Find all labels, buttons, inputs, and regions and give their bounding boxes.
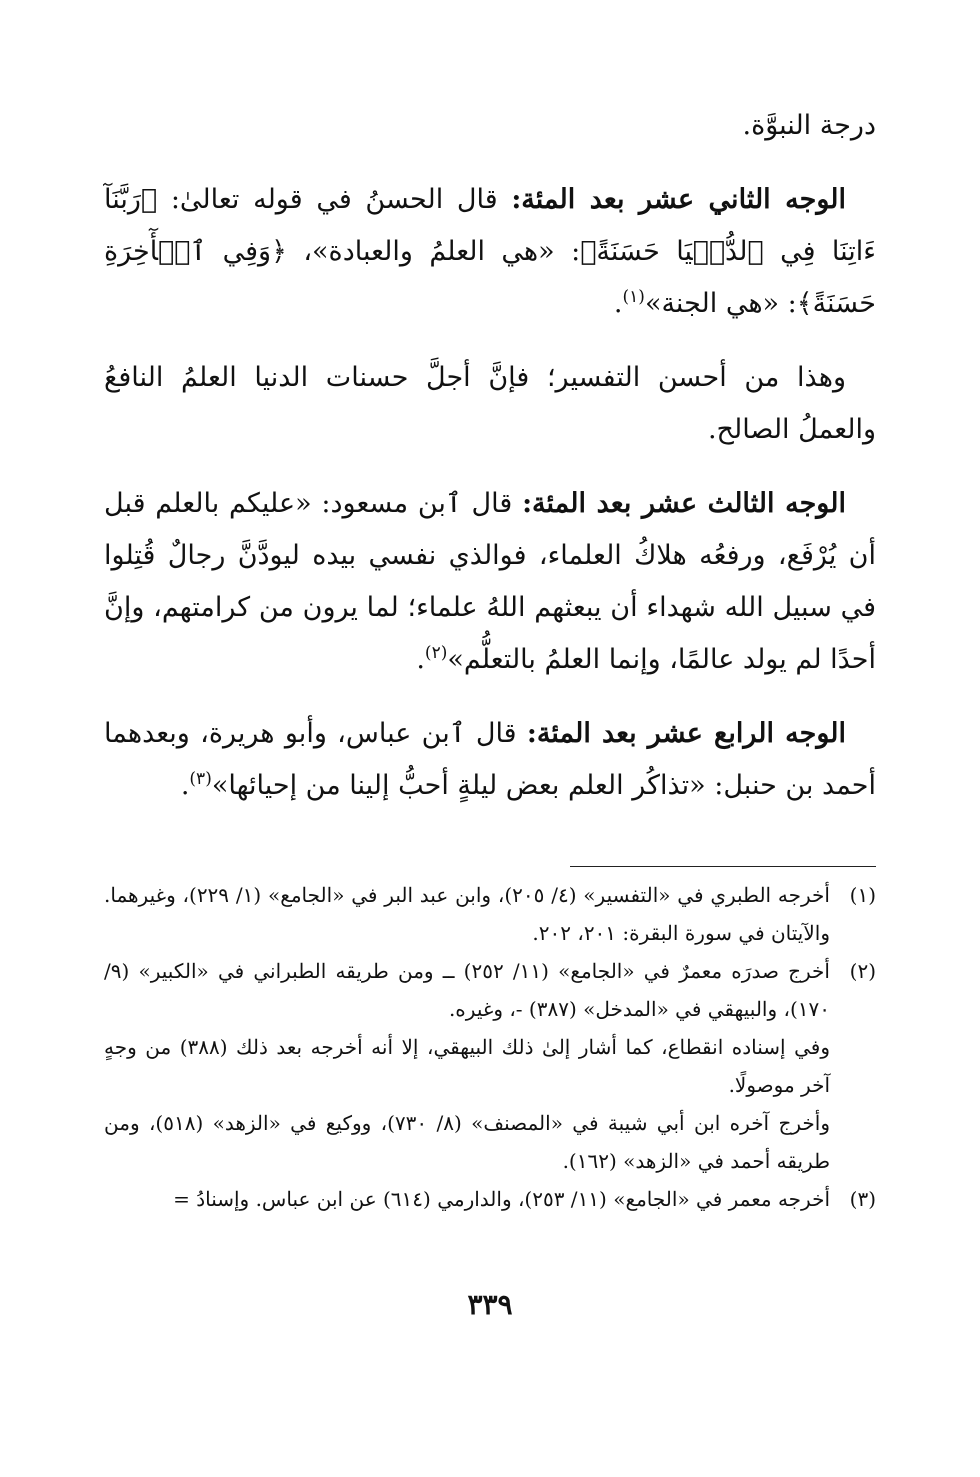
paragraph-aspect-112 [104,174,876,330]
punctuation: . [416,644,425,675]
footnote-number: (١) [849,883,876,907]
footnote-number: (٣) [849,1187,876,1211]
footnote-body [104,1180,830,1218]
footnotes [104,876,876,1218]
paragraph-text: وهذا من أحسن التفسير؛ فإنَّ أجلَّ حسنات الدنيا العلمُ النافعُ والعملُ الصالح. [104,362,876,445]
paragraph-text: : «هي العلمُ والعبادة»، [286,236,581,267]
aspect-heading: الوجه الرابع عشر بعد المئة: [526,718,847,749]
footnote-ref[interactable]: (٢) [424,643,448,663]
quran-verse: ﴿وَفِي ٱلۡأٓخِرَةِ حَسَنَةً﴾ [104,236,876,319]
footnote-divider [570,866,876,867]
footnote-ref[interactable]: (٣) [189,769,212,789]
paragraph-continuation [104,100,876,152]
paragraph-text: قال ٱبن عباس، وأبو هريرة، وبعدهما أحمد بن حنبل: «تذاكُر العلم بعض ليلةٍ أحبُّ إلينا من إحيائها» [104,718,876,801]
paragraph-text: درجة النبوَّة. [742,110,876,141]
aspect-heading: الوجه الثاني عشر بعد المئة: [511,184,847,215]
footnote-text: أخرج صدرَه معمرٌ في «الجامع» (١١/ ٢٥٢) ــ ومن طريقه الطبراني في «الكبير» (٩/ ١٧٠)، والبيهقي في «المدخل» (٣٨٧) -، وغيره. [104,959,830,1021]
punctuation: . [613,288,623,319]
footnote-item [104,1180,876,1218]
paragraph-text: : «هي الجنة» [644,288,797,319]
footnote-text: أخرجه الطبري في «التفسير» (٤/ ٢٠٥)، وابن عبد البر في «الجامع» (١/ ٢٢٩)، وغيرهما. والآيتان في سورة البقرة: ٢٠١، ٢٠٢. [104,883,830,945]
footnote-body [104,952,830,1180]
footnote-item [104,952,876,1180]
aspect-heading: الوجه الثالث عشر بعد المئة: [522,488,846,519]
main-text [104,100,876,834]
quran-verse: ﴿رَبَّنَآ ءَاتِنَا فِي ٱلدُّنۡيَا حَسَنَةً﴾ [104,184,876,267]
page-number: ٣٣٩ [467,1288,513,1321]
punctuation: . [180,770,190,801]
footnote-text: أخرجه معمر في «الجامع» (١١/ ٢٥٣)، والدارمي (٦١٤) عن ابن عباس. وإسنادُ = [173,1187,830,1211]
footnote-number: (٢) [849,959,876,983]
paragraph-commentary [104,352,876,456]
footnote-text: وفي إسناده انقطاع، كما أشار إلىٰ ذلك البيهقي، إلا أنه أخرجه بعد ذلك (٣٨٨) من وجهٍ آخر موصولًا. [104,1035,830,1097]
paragraph-text: قال الحسنُ في قوله تعالىٰ: [157,184,512,215]
paragraph-text: قال ٱبن مسعود: «عليكم بالعلم قبل أن يُرْفَع، ورفعُه هلاكُ العلماء، فوالذي نفسي بيده ليودَّنَّ رجالٌ قُتِلوا في سبيل الله شهداء أن يبعثهم اللهُ علماء؛ لما يرون من كرامتهم، وإنَّ أحدًا لم يولد عالمًا، وإنما العلمُ بالتعلُّم» [104,488,876,675]
paragraph-aspect-113 [104,478,876,686]
footnote-text: وأخرج آخره ابن أبي شيبة في «المصنف» (٨/ ٧٣٠)، ووكيع في «الزهد» (٥١٨)، ومن طريقه أحمد في «الزهد» (١٦٢). [104,1111,830,1173]
footnote-ref[interactable]: (١) [622,287,645,307]
footnote-item [104,876,876,952]
footnote-body [104,876,830,952]
paragraph-aspect-114 [104,708,876,812]
